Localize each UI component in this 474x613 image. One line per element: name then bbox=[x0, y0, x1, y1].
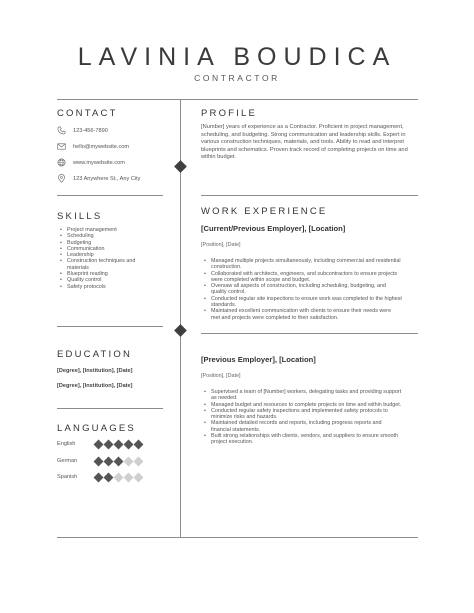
bottom-divider bbox=[57, 537, 418, 538]
list-item-continued: quality control. bbox=[211, 289, 246, 296]
list-item-continued: materials bbox=[67, 264, 89, 271]
phone-text: 123-456-7890 bbox=[73, 128, 108, 134]
resume-name: LAVINIA BOUDICA bbox=[77, 43, 397, 71]
list-item-continued: project execution. bbox=[211, 439, 254, 446]
rating-diamond-empty bbox=[134, 456, 144, 466]
list-item: • Blueprint reading bbox=[59, 271, 169, 277]
rating-diamond-filled bbox=[124, 439, 134, 449]
list-item: • Construction techniques and bbox=[59, 258, 169, 264]
language-row-spanish bbox=[57, 471, 142, 483]
profile-line: various construction techniques, materials, and tools. Ability to read and interpret bbox=[201, 139, 404, 146]
languages-heading: LANGUAGES bbox=[57, 423, 136, 434]
language-name: English bbox=[57, 441, 76, 447]
proficiency-rating bbox=[95, 441, 142, 448]
rating-diamond-filled bbox=[104, 456, 114, 466]
rating-diamond-empty bbox=[114, 472, 124, 482]
list-item: • Maintained detailed records and reports, including progress reports and bbox=[203, 420, 425, 426]
list-item-continued: financial statements. bbox=[211, 426, 261, 433]
profile-summary bbox=[201, 124, 421, 162]
resume-job-title: CONTRACTOR bbox=[194, 73, 280, 83]
contact-phone bbox=[57, 125, 108, 137]
contact-heading: CONTACT bbox=[57, 108, 118, 119]
rating-diamond-filled bbox=[104, 472, 114, 482]
profile-line: scheduling, and budgeting. Strong communication and leadership skills. Expert in bbox=[201, 131, 406, 138]
contact-skills-divider bbox=[57, 195, 163, 196]
rating-diamond-filled bbox=[94, 439, 104, 449]
list-item-continued: minimize risks and hazards. bbox=[211, 414, 278, 421]
list-item: • Conducted regular site inspections to ensure work was completed to the highest bbox=[203, 296, 425, 302]
rating-diamond-filled bbox=[134, 439, 144, 449]
rating-diamond-empty bbox=[124, 456, 134, 466]
list-item: • Conducted regular safety inspections and implemented safety protocols to bbox=[203, 408, 425, 414]
list-item: • Managed multiple projects simultaneously, including commercial and residential bbox=[203, 258, 425, 264]
divider-diamond bbox=[174, 160, 187, 173]
job-employer: [Current/Previous Employer], [Location] bbox=[201, 224, 346, 233]
profile-heading: PROFILE bbox=[201, 108, 258, 119]
rating-diamond-empty bbox=[134, 472, 144, 482]
education-heading: EDUCATION bbox=[57, 349, 133, 360]
education-entry: [Degree], [Institution], [Date] bbox=[57, 368, 133, 374]
rating-diamond-filled bbox=[114, 439, 124, 449]
skills-list bbox=[59, 227, 169, 290]
rating-diamond-filled bbox=[94, 456, 104, 466]
list-item: • Quality control bbox=[59, 277, 169, 283]
rating-diamond-filled bbox=[114, 456, 124, 466]
language-name: Spanish bbox=[57, 474, 78, 480]
skills-education-divider bbox=[57, 326, 163, 327]
education-entry: [Degree], [Institution], [Date] bbox=[57, 383, 133, 389]
profile-line: within budget. bbox=[201, 154, 237, 161]
list-item-continued: were completed within scope and budget. bbox=[211, 276, 311, 283]
profile-line: [Number] years of experience as a Contractor. Proficient in project management, bbox=[201, 124, 404, 130]
job-bullets bbox=[203, 389, 425, 446]
skills-heading: SKILLS bbox=[57, 211, 103, 222]
list-item-continued: construction. bbox=[211, 264, 242, 271]
list-item: • Oversaw all aspects of construction, including scheduling, budgeting, and bbox=[203, 283, 425, 289]
language-row-german bbox=[57, 455, 142, 467]
right-job-divider bbox=[201, 333, 418, 334]
address-text: 123 Anywhere St., Any City bbox=[73, 176, 141, 182]
list-item: • Collaborated with architects, engineers, and subcontractors to ensure projects bbox=[203, 271, 425, 277]
profile-line: blueprints and schematics. Proven track record of completing projects on time and bbox=[201, 146, 408, 153]
list-item: • Supervised a team of [Number] workers, delegating tasks and providing support bbox=[203, 389, 425, 395]
contact-address bbox=[57, 173, 140, 185]
language-name: German bbox=[57, 458, 78, 464]
divider-diamond bbox=[174, 324, 187, 337]
job-bullets bbox=[203, 258, 425, 321]
list-item: • Budgeting bbox=[59, 240, 169, 246]
list-item: • Maintained excellent communication with clients to ensure their needs were bbox=[203, 308, 425, 314]
rating-diamond-filled bbox=[104, 439, 114, 449]
list-item: • Leadership bbox=[59, 252, 169, 258]
rating-diamond-empty bbox=[124, 472, 134, 482]
list-item-continued: as needed. bbox=[211, 395, 238, 402]
rating-diamond-filled bbox=[94, 472, 104, 482]
job-position-date: [Position], [Date] bbox=[201, 242, 241, 248]
list-item: • Communication bbox=[59, 246, 169, 252]
list-item: • Safety protocols bbox=[59, 284, 169, 290]
header-divider bbox=[57, 99, 418, 100]
list-item-continued: standards. bbox=[211, 302, 237, 309]
list-item: • Managed budget and resources to complete projects on time and within budget. bbox=[203, 402, 425, 408]
proficiency-rating bbox=[95, 458, 142, 465]
email-text[interactable]: hello@mywebsite.com bbox=[73, 144, 130, 150]
list-item: • Project management bbox=[59, 227, 169, 233]
list-item: • Scheduling bbox=[59, 233, 169, 239]
job-position-date: [Position], [Date] bbox=[201, 373, 241, 379]
list-item: • Built strong relationships with clients, vendors, and suppliers to ensure smooth bbox=[203, 433, 425, 439]
contact-email bbox=[57, 141, 129, 153]
work-experience-heading: WORK EXPERIENCE bbox=[201, 206, 328, 217]
right-profile-divider bbox=[201, 195, 418, 196]
location-pin-icon bbox=[57, 170, 66, 188]
proficiency-rating bbox=[95, 474, 142, 481]
job-employer: [Previous Employer], [Location] bbox=[201, 355, 316, 364]
education-languages-divider bbox=[57, 408, 163, 409]
website-text[interactable]: www.mywebsite.com bbox=[73, 160, 125, 166]
contact-website bbox=[57, 157, 125, 169]
language-row-english bbox=[57, 438, 142, 450]
list-item-continued: met and projects were completed to their satisfaction. bbox=[211, 314, 339, 321]
